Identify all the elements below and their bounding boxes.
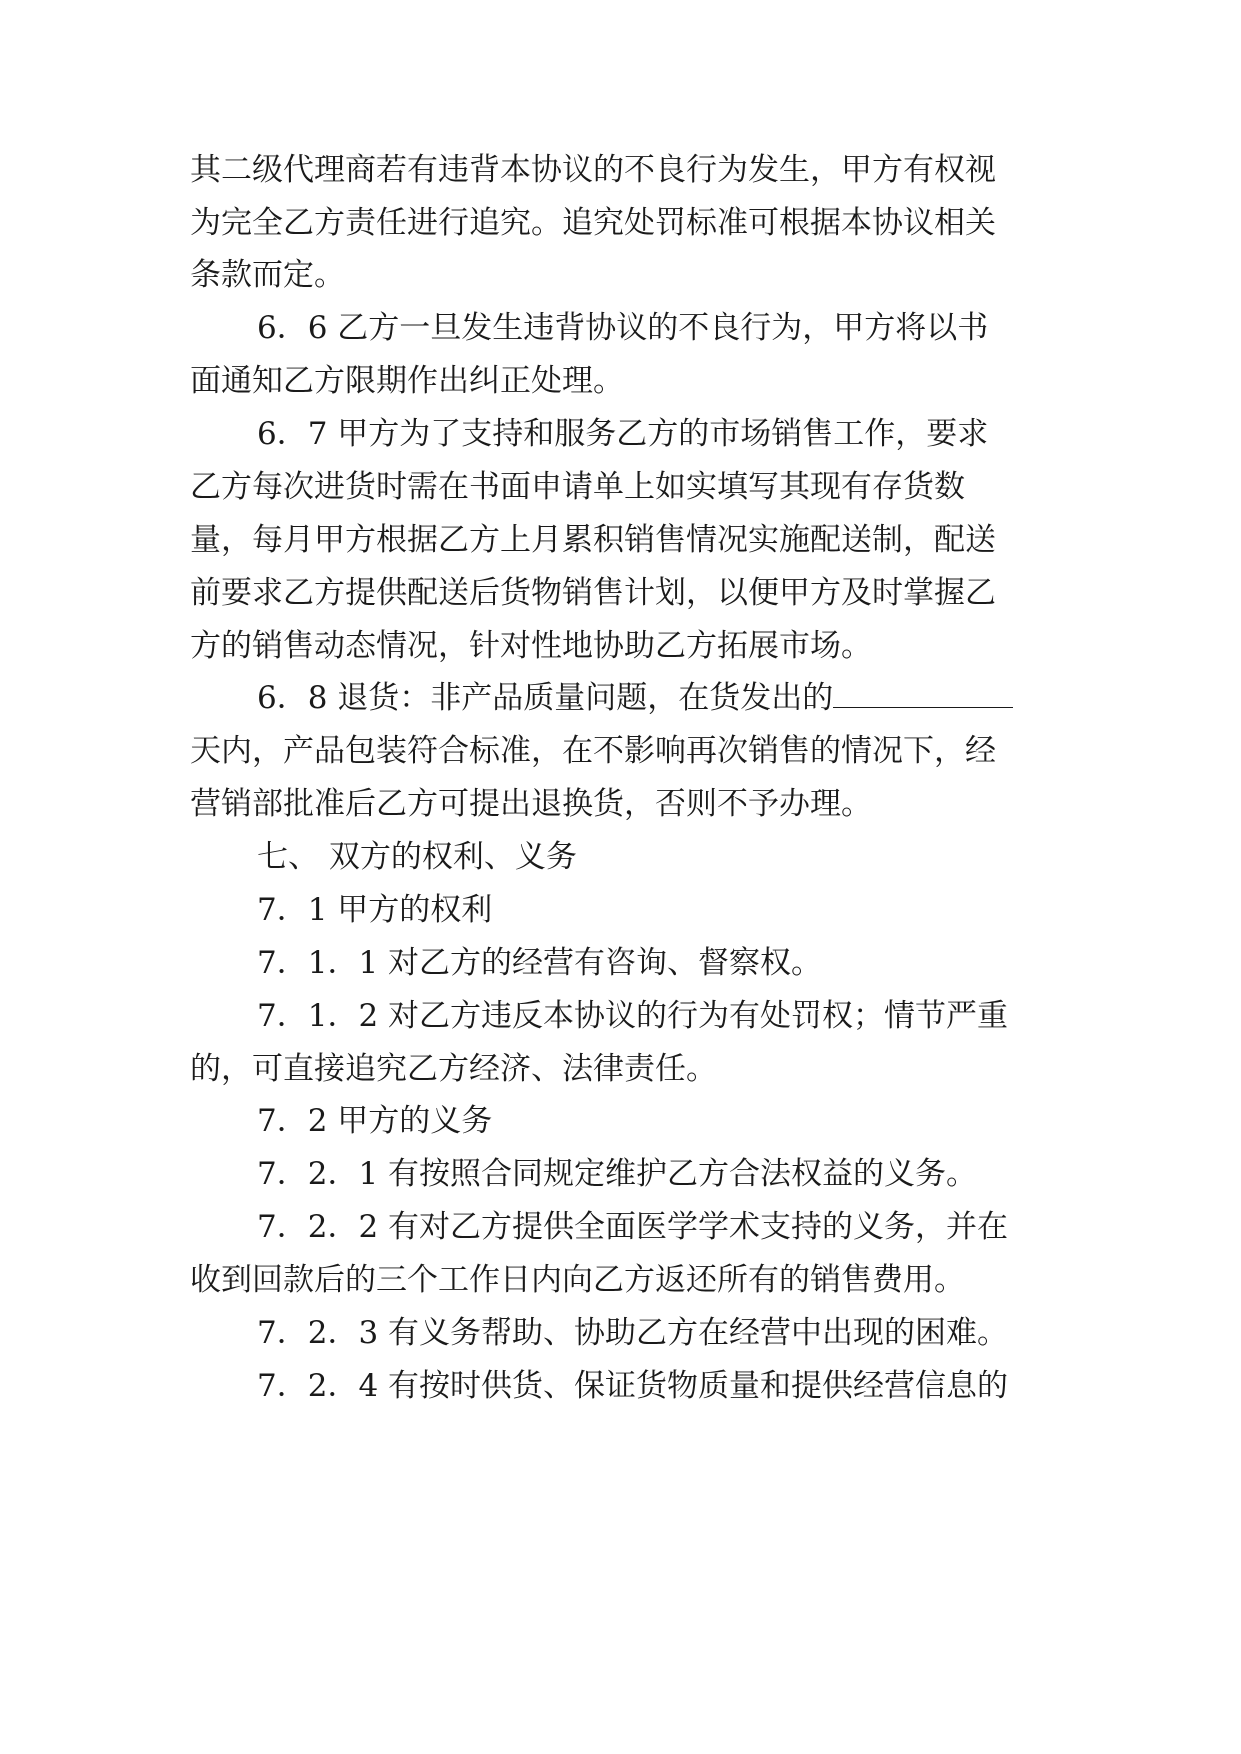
section-heading: 七、 双方的权利、义务	[257, 839, 577, 875]
text-line: 条款而定。	[190, 257, 345, 293]
text-line-with-blank	[257, 678, 1013, 718]
text-line: 的，可直接追究乙方经济、法律责任。	[190, 1051, 717, 1087]
text-line: 收到回款后的三个工作日内向乙方返还所有的销售费用。	[190, 1262, 965, 1298]
text-line: 天内，产品包装符合标准，在不影响再次销售的情况下，经	[190, 733, 996, 769]
text-line: 7．1．2 对乙方违反本协议的行为有处罚权；情节严重	[257, 998, 1009, 1034]
text-line: 前要求乙方提供配送后货物销售计划，以便甲方及时掌握乙	[190, 575, 996, 611]
text-line: 其二级代理商若有违背本协议的不良行为发生，甲方有权视	[190, 152, 996, 188]
subsection-heading: 7．2 甲方的义务	[257, 1103, 493, 1139]
fill-in-blank	[833, 679, 1013, 708]
text-line: 面通知乙方限期作出纠正处理。	[190, 363, 624, 399]
text-line: 7．2．1 有按照合同规定维护乙方合法权益的义务。	[257, 1156, 978, 1192]
text-line: 7．2．4 有按时供货、保证货物质量和提供经营信息的	[257, 1368, 1009, 1404]
subsection-heading: 7．1 甲方的权利	[257, 892, 493, 928]
text-line: 7．2．3 有义务帮助、协助乙方在经营中出现的困难。	[257, 1315, 1009, 1351]
text-line: 6．6 乙方一旦发生违背协议的不良行为，甲方将以书	[257, 310, 989, 346]
text-line: 方的销售动态情况，针对性地协助乙方拓展市场。	[190, 628, 872, 664]
text-line: 营销部批准后乙方可提出退换货，否则不予办理。	[190, 786, 872, 822]
text-line: 7．2．2 有对乙方提供全面医学学术支持的义务，并在	[257, 1209, 1009, 1245]
text-segment: 6．8 退货：非产品质量问题，在货发出的	[257, 680, 834, 716]
text-line: 7．1．1 对乙方的经营有咨询、督察权。	[257, 945, 823, 981]
text-line: 为完全乙方责任进行追究。追究处罚标准可根据本协议相关	[190, 205, 996, 241]
text-line: 乙方每次进货时需在书面申请单上如实填写其现有存货数	[190, 469, 965, 505]
text-line: 6．7 甲方为了支持和服务乙方的市场销售工作，要求	[257, 416, 989, 452]
text-line: 量，每月甲方根据乙方上月累积销售情况实施配送制，配送	[190, 522, 996, 558]
